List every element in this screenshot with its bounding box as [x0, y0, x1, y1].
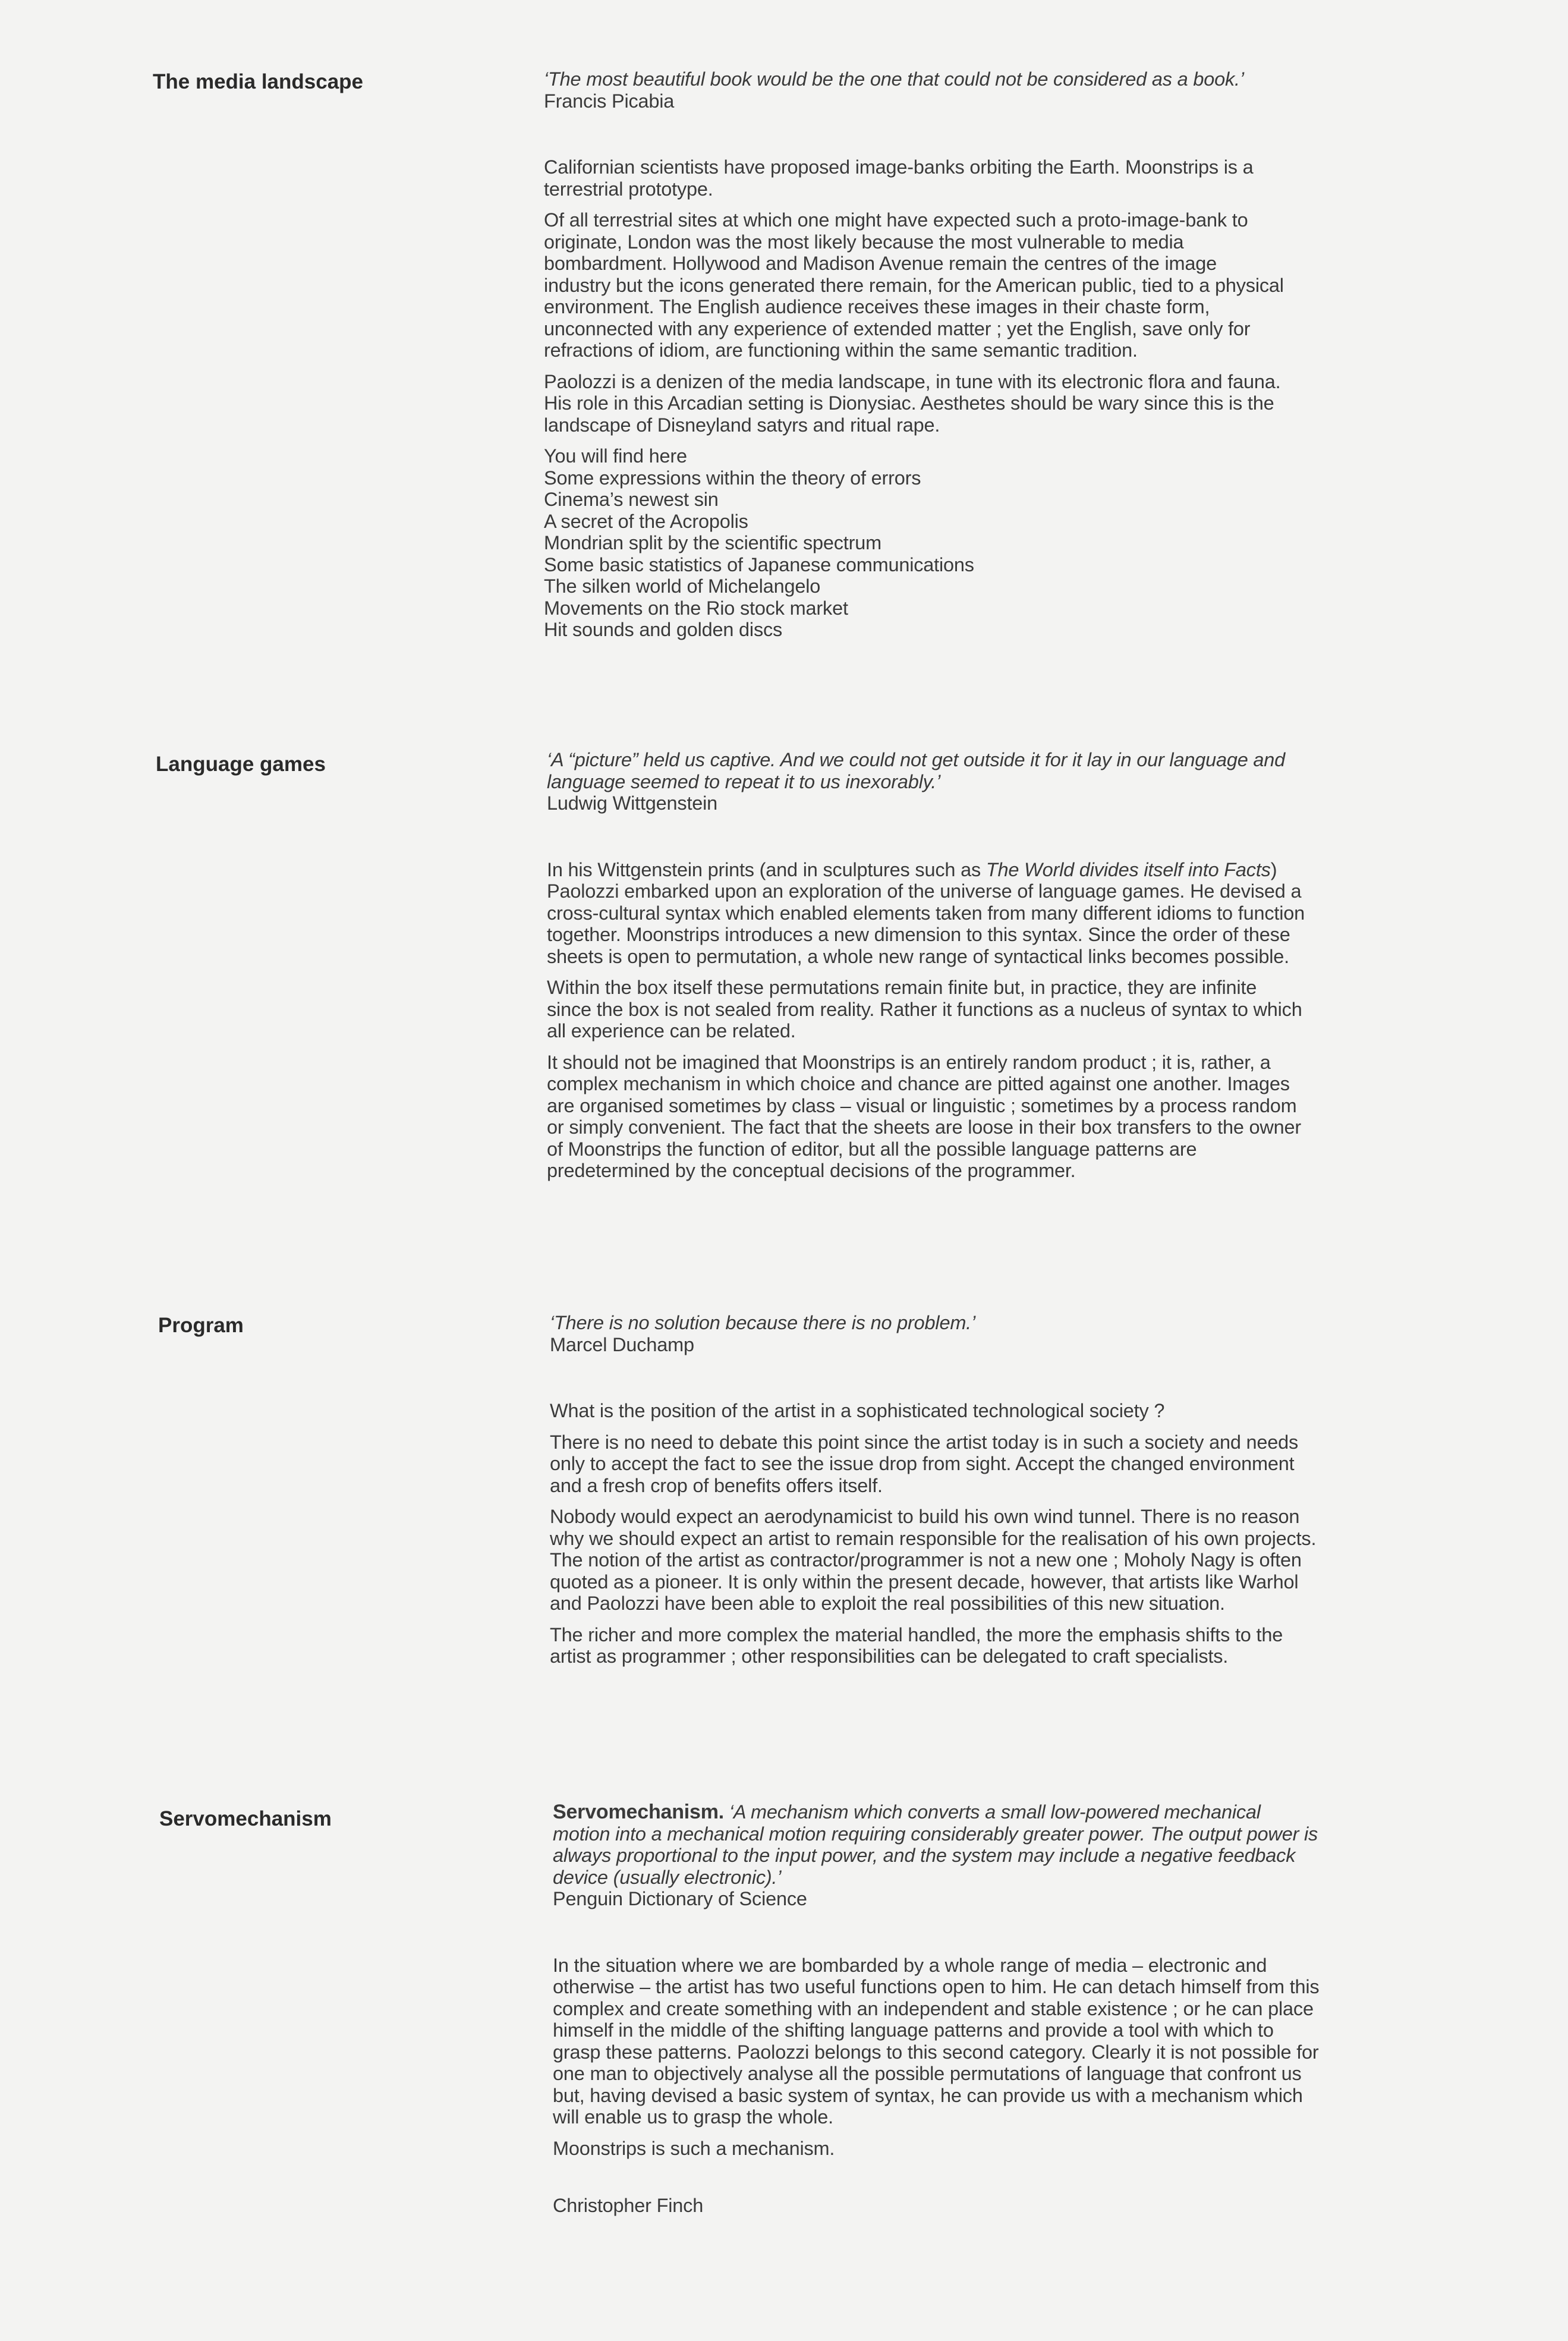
section-servomechanism [553, 1801, 1320, 2226]
list-item: Movements on the Rio stock market [544, 597, 848, 619]
section-language-games [547, 749, 1305, 1191]
list-item: Hit sounds and golden discs [544, 619, 783, 640]
heading-language-games: Language games [156, 753, 326, 776]
paragraph: In his Wittgenstein prints (and in sculptures such as The World divides itself into Facts) Paolozzi embarked upon an exploration of the universe of language games. He devised a cross-cultural syntax which enabled elements taken from many different idioms to function together. Moonstrips introduces a new dimension to this syntax. Since the order of these sheets is open to permutation, a whole new range of syntactical links becomes possible. [547, 858, 1305, 967]
list-item: Some expressions within the theory of errors [544, 467, 921, 489]
paragraph: What is the position of the artist in a sophisticated technological society ? [550, 1400, 1165, 1421]
paragraph: It should not be imagined that Moonstrips is an entirely random product ; it is, rather, a complex mechanism in which choice and chance are pitted against one another. Images are organised sometimes by class – visual or linguistic ; sometimes by a process random or simply convenient. The fact that the sheets are loose in their box transfers to the owner of Moonstrips the function of editor, but all the possible language patterns are predetermined by the conceptual decisions of the programmer. [547, 1051, 1302, 1181]
section-program [550, 1312, 1317, 1677]
paragraph: Within the box itself these permutations remain finite but, in practice, they are infinite since the box is not sealed from reality. Rather it functions as a nucleus of syntax to which all experience can be related. [547, 977, 1302, 1042]
epigraph-quote: ‘There is no solution because there is no problem.’ [550, 1312, 976, 1333]
epigraph-source: Marcel Duchamp [550, 1333, 694, 1355]
work-title: The World divides itself into Facts [985, 858, 1271, 880]
heading-media-landscape: The media landscape [153, 70, 364, 93]
heading-servomechanism: Servomechanism [159, 1807, 332, 1830]
list-item: Some basic statistics of Japanese communications [544, 553, 974, 575]
author-signature: Christopher Finch [553, 2195, 704, 2216]
paragraph: Paolozzi is a denizen of the media landscape, in tune with its electronic flora and fauna. His role in this Arcadian setting is Dionysiac. Aesthetes should be wary since this is the landscape of Disneyland satyrs and ritual rape. [544, 370, 1281, 436]
section-media-landscape [544, 68, 1287, 641]
definition-term: Servomechanism. [553, 1801, 725, 1823]
contents-list [544, 445, 1287, 641]
paragraph: Nobody would expect an aerodynamicist to build his own wind tunnel. There is no reason why we should expect an artist to remain responsible for the realisation of his own projects. The notion of the artist as contractor/programmer is not a new one ; Moholy Nagy is often quoted as a pioneer. It is only within the present decade, however, that artists like Warhol and Paolozzi have been able to exploit the real possibilities of this new situation. [550, 1506, 1317, 1614]
epigraph [553, 1801, 1320, 1910]
paragraph: In the situation where we are bombarded by a whole range of media – electronic and otherwise – the artist has two useful functions open to him. He can detach himself from this complex and create something with an independent and stable existence ; or he can place himself in the middle of the shifting language patterns and provide a tool with which to grasp these patterns. Paolozzi belongs to this second category. Clearly it is not possible for one man to objectively analyse all the possible permutations of language that confront us but, having devised a basic system of syntax, he can provide us with a mechanism which will enable us to grasp the whole. [553, 1954, 1320, 2128]
epigraph-quote: Servomechanism. ‘A mechanism which converts a small low-powered mechanical motion into a mechanical motion requiring considerably greater power. The output power is always proportional to the input power, and the system may include a negative feedback device (usually electronic).’ [553, 1801, 1318, 1888]
paragraph: The richer and more complex the material handled, the more the emphasis shifts to the artist as programmer ; other responsibilities can be delegated to craft specialists. [550, 1623, 1283, 1667]
epigraph-source: Penguin Dictionary of Science [553, 1888, 807, 1909]
epigraph-quote: ‘The most beautiful book would be the one that could not be considered as a book.’ [544, 68, 1244, 90]
epigraph [547, 749, 1305, 814]
paragraph: Of all terrestrial sites at which one might have expected such a proto-image-bank to originate, London was the most likely because the most vulnerable to media bombardment. Hollywood and Madison Avenue remain the centres of the image industry but the icons generated there remain, for the American public, tied to a physical environment. The English audience receives these images in their chaste form, unconnected with any experience of extended matter ; yet the English, save only for refractions of idiom, are functioning within the same semantic tradition. [544, 209, 1284, 361]
list-item: Mondrian split by the scientific spectrum [544, 532, 882, 553]
list-item: A secret of the Acropolis [544, 510, 748, 532]
epigraph-source: Francis Picabia [544, 90, 675, 112]
epigraph [544, 68, 1287, 112]
paragraph: There is no need to debate this point since the artist today is in such a society and needs only to accept the fact to see the issue drop from sight. Accept the changed environment and a fresh crop of benefits offers itself. [550, 1431, 1299, 1496]
epigraph-quote: ‘A “picture” held us captive. And we could not get outside it for it lay in our language and language seemed to repeat it to us inexorably.’ [547, 749, 1286, 792]
paragraph: Moonstrips is such a mechanism. [553, 2137, 835, 2159]
epigraph-source: Ludwig Wittgenstein [547, 792, 718, 814]
list-item: The silken world of Michelangelo [544, 575, 821, 597]
epigraph [550, 1312, 1317, 1355]
list-item: You will find here [544, 445, 687, 467]
heading-program: Program [158, 1314, 244, 1337]
list-item: Cinema’s newest sin [544, 489, 719, 510]
paragraph: Californian scientists have proposed image-banks orbiting the Earth. Moonstrips is a terrestrial prototype. [544, 156, 1254, 200]
